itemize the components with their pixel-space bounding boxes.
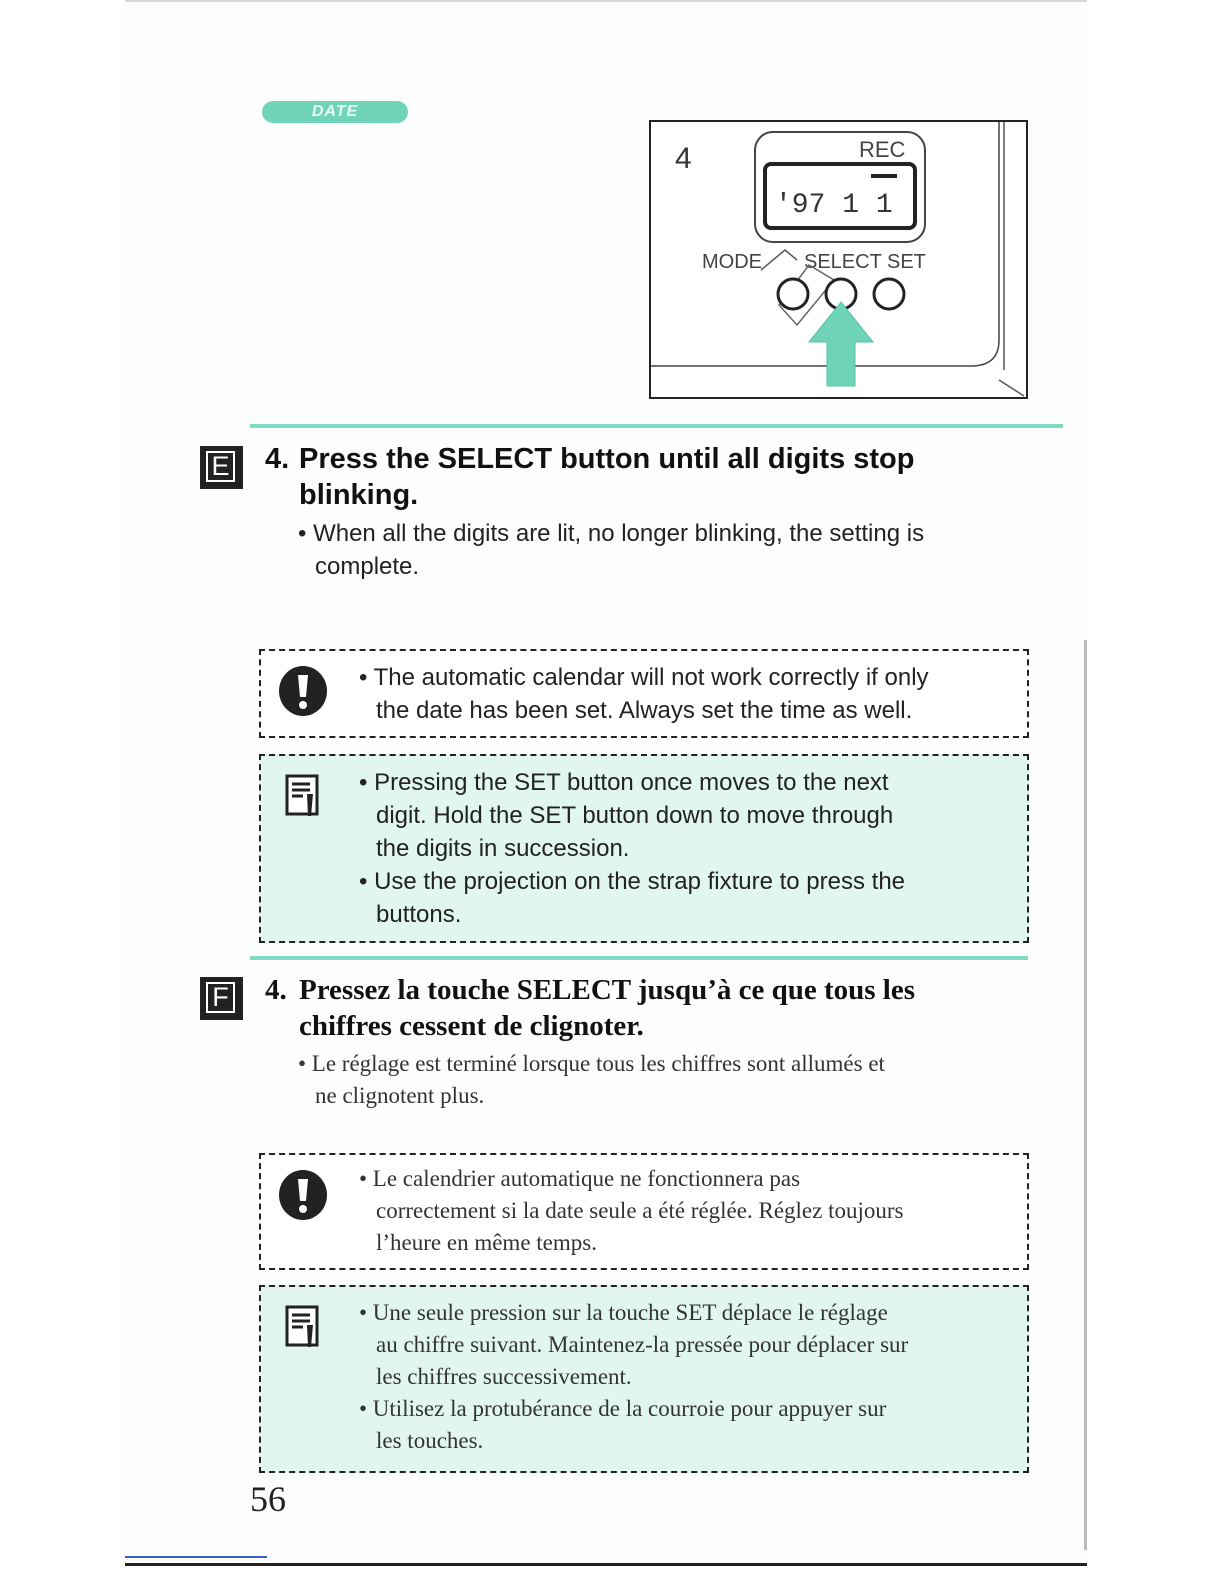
select-label: SELECT: [804, 251, 882, 273]
bottom-rule: [125, 1563, 1087, 1566]
section-rule-middle: [250, 956, 1028, 960]
page-edge: [1084, 640, 1087, 1550]
english-memo-text: • Pressing the SET button once moves to the next digit. Hold the SET button down to move through the digits in succession. • Use the projection on the strap fixture to press the buttons.: [359, 769, 906, 928]
english-step-heading: 4. Press the SELECT button until all digits stop blinking.: [265, 443, 915, 511]
french-step-heading: 4. Pressez la touche SELECT jusqu’à ce que tous les chiffres cessent de clignoter.: [265, 974, 916, 1042]
set-label: SET: [887, 251, 926, 273]
memo-icon: [277, 770, 329, 822]
english-step-note: • When all the digits are lit, no longer blinking, the setting is complete.: [298, 520, 925, 580]
top-rule: [125, 0, 1087, 2]
french-memo-text: • Une seule pression sur la touche SET déplace le réglage au chiffre suivant. Maintenez-la pressée pour déplacer sur les chiffres successivement. • Utilisez la protubérance de la courroie pour appuyer sur les touches.: [359, 1300, 909, 1453]
caution-icon: [277, 665, 329, 717]
date-section-tag: DATE: [262, 101, 408, 123]
french-memo-box: [259, 1285, 1029, 1473]
mode-button: [778, 279, 808, 309]
caution-icon: [277, 1169, 329, 1221]
rec-label: REC: [859, 137, 906, 162]
memo-icon: [277, 1301, 329, 1353]
bottom-link-bar: [125, 1556, 267, 1558]
camera-panel-illustration: [649, 120, 1029, 400]
english-caution-text: • The automatic calendar will not work correctly if only the date has been set. Always set the time as well.: [359, 664, 929, 724]
mode-label: MODE: [702, 251, 762, 273]
french-badge: F: [200, 977, 243, 1020]
page-number: 56: [250, 1479, 286, 1519]
lcd-digits: '97 1 1: [775, 190, 893, 221]
english-badge: E: [200, 446, 243, 489]
set-button: [874, 279, 904, 309]
french-step-note: • Le réglage est terminé lorsque tous les chiffres sont allumés et ne clignotent plus.: [298, 1051, 885, 1108]
section-rule-top: [250, 424, 1063, 428]
english-memo-box: [259, 754, 1029, 943]
illustration-step-number: 4: [675, 142, 692, 175]
english-caution-box: [259, 649, 1029, 738]
french-caution-box: [259, 1153, 1029, 1270]
french-caution-text: • Le calendrier automatique ne fonctionnera pas correctement si la date seule a été réglée. Réglez toujours l’heure en même temps.: [359, 1166, 904, 1255]
